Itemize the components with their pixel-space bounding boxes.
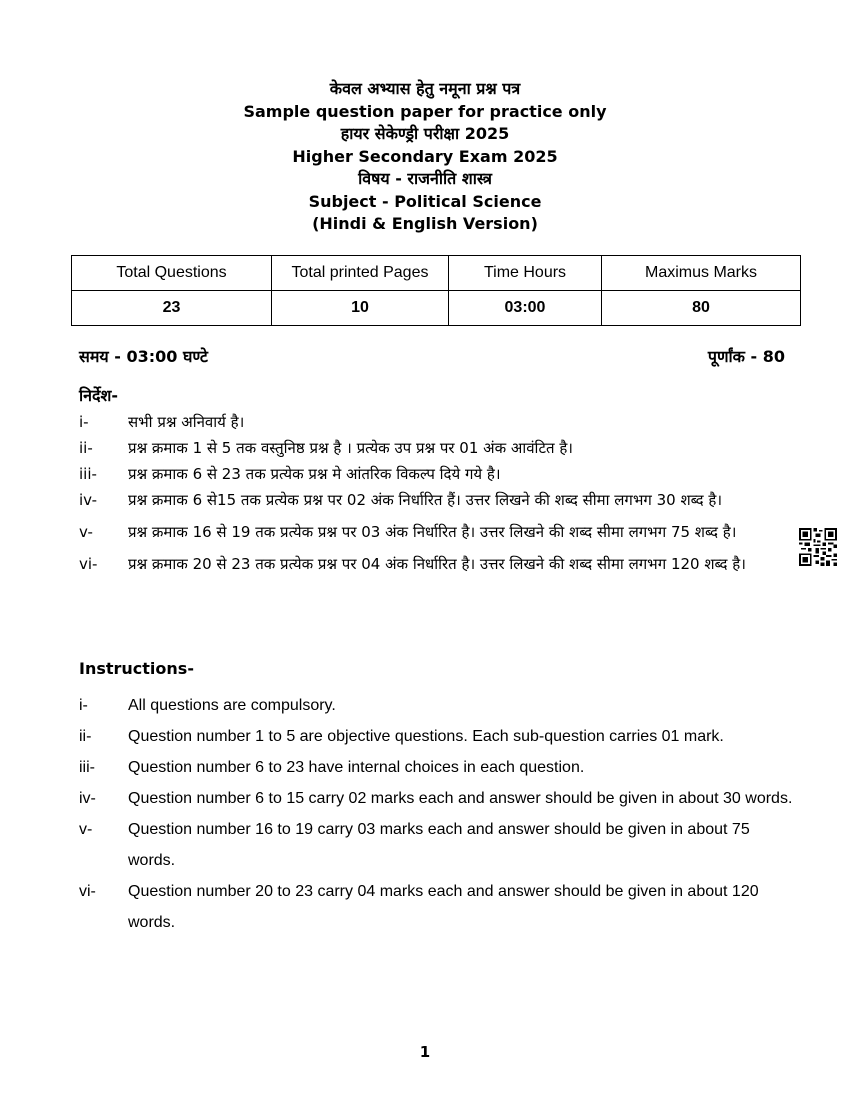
header-version: (Hindi & English Version) (312, 214, 538, 233)
time-marks-line (79, 345, 785, 367)
header-subject-english: Subject - Political Science (308, 191, 542, 211)
list-item (79, 690, 794, 721)
item-text: All questions are compulsory. (128, 697, 336, 714)
summary-value-cell: 03:00 (449, 291, 602, 326)
item-number: i- (79, 697, 88, 714)
item-number: iii- (79, 465, 97, 483)
item-number: iv- (79, 491, 98, 509)
item-text: प्रश्न क्रमाक 1 से 5 तक वस्तुनिष्ठ प्रश्न है । प्रत्येक उप प्रश्न पर 01 अंक आवंटित है। (128, 439, 573, 457)
list-item (79, 752, 794, 783)
item-number: ii- (79, 439, 93, 457)
page-number: 1 (419, 1043, 431, 1061)
summary-header-cell: Total Questions (72, 256, 272, 291)
summary-header-cell: Maximus Marks (602, 256, 801, 291)
item-number: vi- (79, 555, 98, 573)
summary-value-cell: 80 (602, 291, 801, 326)
item-text: सभी प्रश्न अनिवार्य है। (128, 413, 245, 431)
item-number: vi- (79, 883, 96, 900)
summary-header-cell: Time Hours (449, 256, 602, 291)
list-item (79, 462, 794, 486)
item-text: Question number 16 to 19 carry 03 marks each and answer should be given in about 75 words. (128, 821, 750, 869)
paper-header (0, 78, 850, 236)
item-text: प्रश्न क्रमाक 6 से 23 तक प्रत्येक प्रश्न मे आंतरिक विकल्प दिये गये है। (128, 465, 501, 483)
summary-header-row (72, 256, 801, 291)
item-text: Question number 1 to 5 are objective questions. Each sub-question carries 01 mark. (128, 728, 724, 745)
item-number: ii- (79, 728, 92, 745)
list-item (79, 814, 794, 876)
item-text: Question number 6 to 23 have internal choices in each question. (128, 759, 585, 776)
list-item (79, 410, 794, 434)
item-number: iii- (79, 759, 95, 776)
summary-header-cell: Total printed Pages (272, 256, 449, 291)
list-item (79, 876, 794, 938)
list-item (79, 552, 794, 576)
item-number: iv- (79, 790, 96, 807)
item-number: i- (79, 413, 89, 431)
qr-code-icon (799, 528, 837, 566)
list-item (79, 520, 794, 544)
summary-table (71, 255, 801, 326)
header-subject-hindi: विषय - राजनीति शास्त्र (358, 169, 492, 188)
summary-value-row (72, 291, 801, 326)
english-instructions-list (79, 690, 794, 938)
item-number: v- (79, 821, 93, 838)
item-text: Question number 6 to 15 carry 02 marks each and answer should be given in about 30 words. (128, 790, 793, 807)
list-item (79, 783, 794, 814)
header-practice-hindi: केवल अभ्यास हेतु नमूना प्रश्न पत्र (329, 79, 521, 98)
list-item (79, 721, 794, 752)
item-text: प्रश्न क्रमाक 20 से 23 तक प्रत्येक प्रश्न पर 04 अंक निर्धारित है। उत्तर लिखने की शब्द सीमा लगभग 120 शब्द है। (128, 555, 746, 573)
summary-value-cell: 23 (72, 291, 272, 326)
item-text: प्रश्न क्रमाक 6 से15 तक प्रत्येक प्रश्न पर 02 अंक निर्धारित हैं। उत्तर लिखने की शब्द सीमा लगभग 30 शब्द है। (128, 491, 723, 509)
header-exam-english: Higher Secondary Exam 2025 (292, 146, 558, 166)
item-text: Question number 20 to 23 carry 04 marks each and answer should be given in about 120 words. (128, 883, 759, 931)
summary-value-cell: 10 (272, 291, 449, 326)
hindi-instructions-title: निर्देश- (79, 386, 119, 405)
total-marks-label: पूर्णांक - 80 (707, 347, 785, 366)
list-item (79, 436, 794, 460)
item-text: प्रश्न क्रमाक 16 से 19 तक प्रत्येक प्रश्न पर 03 अंक निर्धारित है। उत्तर लिखने की शब्द सीमा लगभग 75 शब्द है। (128, 523, 737, 541)
list-item (79, 488, 794, 512)
time-label: समय - 03:00 घण्टे (79, 347, 208, 366)
item-number: v- (79, 523, 93, 541)
english-instructions-title: Instructions- (79, 659, 194, 678)
header-practice-english: Sample question paper for practice only (243, 101, 607, 121)
header-exam-hindi: हायर सेकेण्ड्री परीक्षा 2025 (340, 124, 510, 143)
hindi-instructions-list (79, 410, 794, 578)
